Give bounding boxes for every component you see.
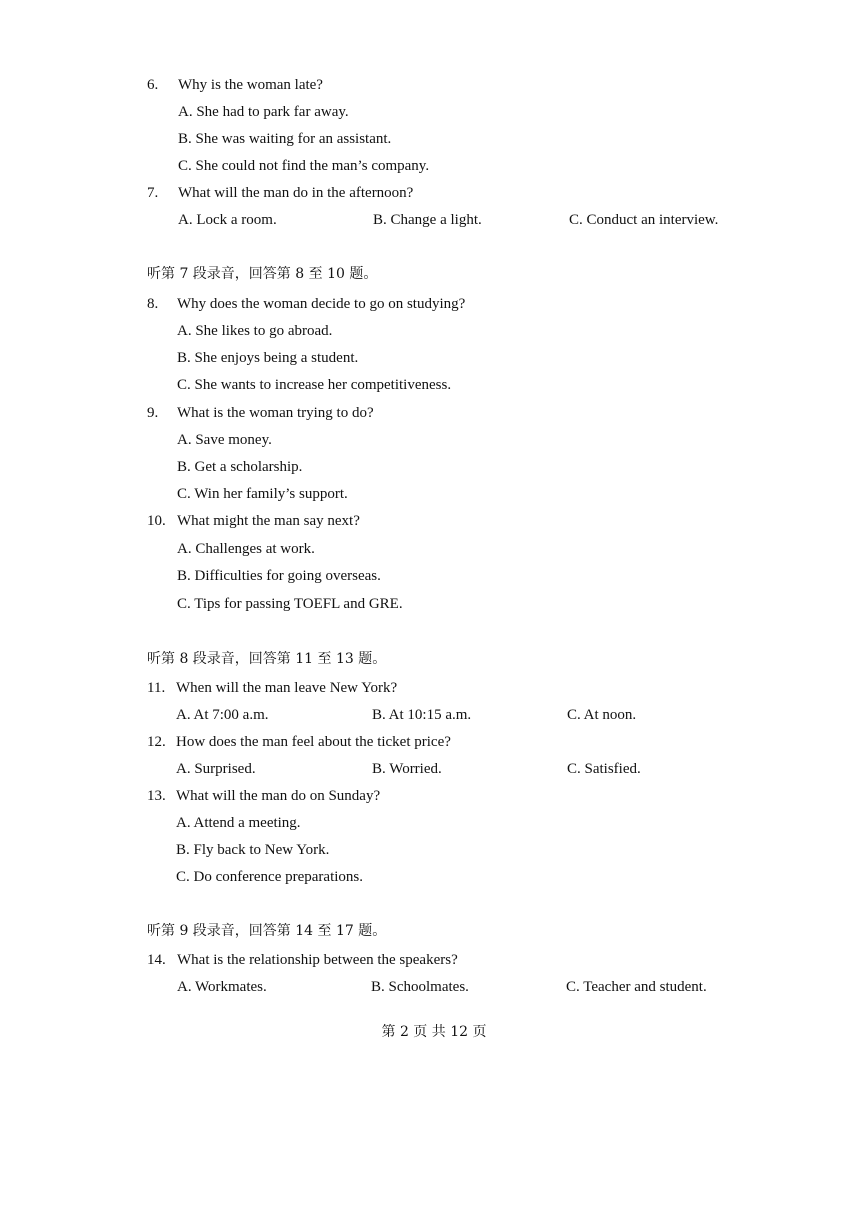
option-a: A. Lock a room. [178,212,277,228]
option-c: C. Conduct an interview. [569,212,719,228]
question-number: 11. [147,680,166,696]
option-a: A. She likes to go abroad. [177,323,333,339]
option-a: A. She had to park far away. [178,104,349,120]
option-c: C. She wants to increase her competitiveness. [177,377,452,393]
option-b: B. She was waiting for an assistant. [178,131,392,147]
option-b: B. Get a scholarship. [177,459,303,475]
question-number: 6. [147,77,159,93]
option-b: B. Worried. [372,761,442,777]
option-b: B. She enjoys being a student. [177,350,359,366]
option-a: A. At 7:00 a.m. [176,707,269,723]
option-c: C. Win her family’s support. [177,486,348,502]
option-a: A. Save money. [177,432,272,448]
option-a: A. Workmates. [177,979,267,995]
section-instruction: 听第 8 段录音，回答第 11 至 13 题。 [147,651,387,667]
question-text: What will the man do on Sunday? [176,788,381,804]
question-text: What is the relationship between the speakers? [177,952,458,968]
option-c: C. Do conference preparations. [176,869,364,885]
option-c: C. Tips for passing TOEFL and GRE. [177,596,403,612]
question-text: What is the woman trying to do? [177,405,374,421]
question-text: What will the man do in the afternoon? [178,185,414,201]
option-c: C. Satisfied. [567,761,641,777]
question-text: Why is the woman late? [178,77,323,93]
option-a: A. Attend a meeting. [176,815,301,831]
option-c: C. At noon. [567,707,637,723]
option-b: B. Schoolmates. [371,979,469,995]
question-text: Why does the woman decide to go on studying? [177,296,466,312]
option-b: B. Fly back to New York. [176,842,330,858]
option-b: B. Change a light. [373,212,482,228]
section-instruction: 听第 7 段录音，回答第 8 至 10 题。 [147,266,378,282]
question-number: 8. [147,296,159,312]
question-number: 10. [147,513,166,529]
question-number: 14. [147,952,166,968]
option-c: C. She could not find the man’s company. [178,158,430,174]
option-c: C. Teacher and student. [566,979,707,995]
option-b: B. Difficulties for going overseas. [177,568,381,584]
option-b: B. At 10:15 a.m. [372,707,472,723]
question-text: What might the man say next? [177,513,360,529]
page-number-footer: 第 2 页 共 12 页 [381,1024,487,1040]
question-text: When will the man leave New York? [176,680,398,696]
option-a: A. Surprised. [176,761,256,777]
question-number: 12. [147,734,166,750]
option-a: A. Challenges at work. [177,541,315,557]
question-number: 13. [147,788,166,804]
question-number: 9. [147,405,159,421]
question-number: 7. [147,185,159,201]
question-text: How does the man feel about the ticket price? [176,734,451,750]
section-instruction: 听第 9 段录音，回答第 14 至 17 题。 [147,923,387,939]
